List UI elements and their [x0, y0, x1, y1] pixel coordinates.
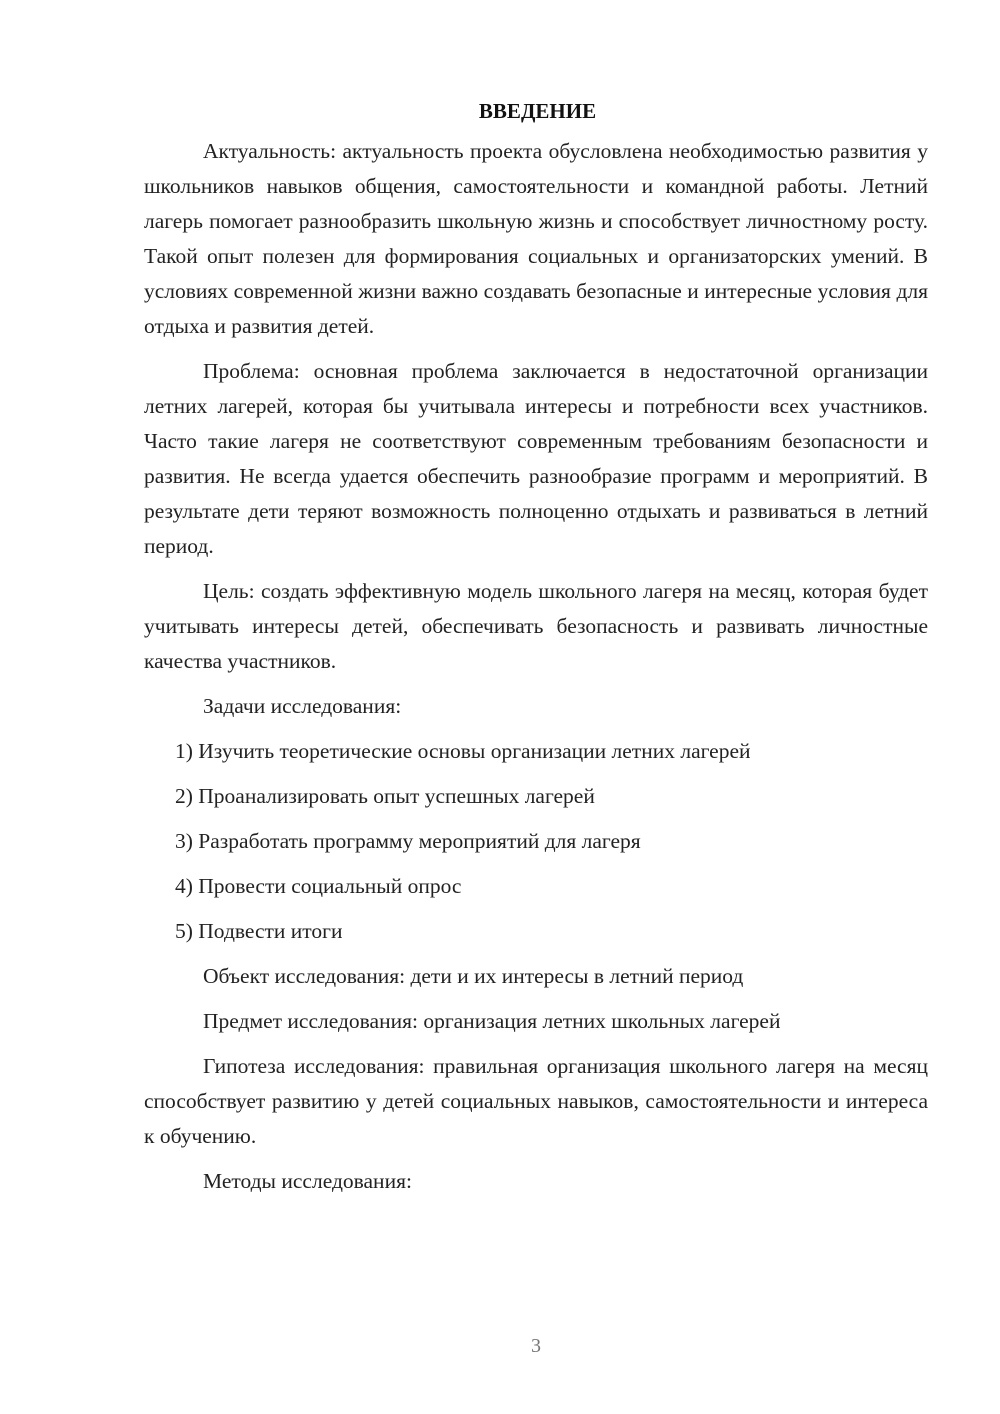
subject-line: Предмет исследования: организация летних школьных лагерей — [203, 1009, 781, 1033]
problem-paragraph: Проблема: основная проблема заключается в недостаточной организации летних лагерей, которая бы учитывала интересы и потребности всех участников. Часто такие лагеря не соответствуют современным требованиям безопасности и развития. Не всегда удается обеспечить разнообразие программ и мероприятий. В результате дети теряют возможность полноценно отдыхать и развиваться в летний период. — [144, 359, 928, 558]
relevance-paragraph: Актуальность: актуальность проекта обусловлена необходимостью развития у школьников навыков общения, самостоятельности и командной работы. Летний лагерь помогает разнообразить школьную жизнь и способствует личностному росту. Такой опыт полезен для формирования социальных и организаторских умений. В условиях современной жизни важно создавать безопасные и интересные условия для отдыха и развития детей. — [144, 139, 928, 338]
task-item: 4) Провести социальный опрос — [175, 874, 462, 898]
task-item: 3) Разработать программу мероприятий для лагеря — [175, 829, 641, 853]
tasks-list — [144, 734, 928, 949]
section-heading: ВВЕДЕНИЕ — [478, 99, 597, 123]
page-body — [144, 96, 928, 1209]
task-item: 5) Подвести итоги — [175, 919, 343, 943]
object-line: Объект исследования: дети и их интересы в летний период — [203, 964, 744, 988]
task-item: 2) Проанализировать опыт успешных лагерей — [175, 784, 595, 808]
page-number: 3 — [531, 1335, 541, 1357]
tasks-heading: Задачи исследования: — [203, 694, 402, 718]
goal-paragraph: Цель: создать эффективную модель школьного лагеря на месяц, которая будет учитывать интересы детей, обеспечивать безопасность и развивать личностные качества участников. — [144, 579, 928, 673]
hypothesis-paragraph: Гипотеза исследования: правильная организация школьного лагеря на месяц способствует развитию у детей социальных навыков, самостоятельности и интереса к обучению. — [144, 1054, 928, 1148]
methods-heading: Методы исследования: — [203, 1169, 412, 1193]
task-item: 1) Изучить теоретические основы организации летних лагерей — [175, 739, 751, 763]
